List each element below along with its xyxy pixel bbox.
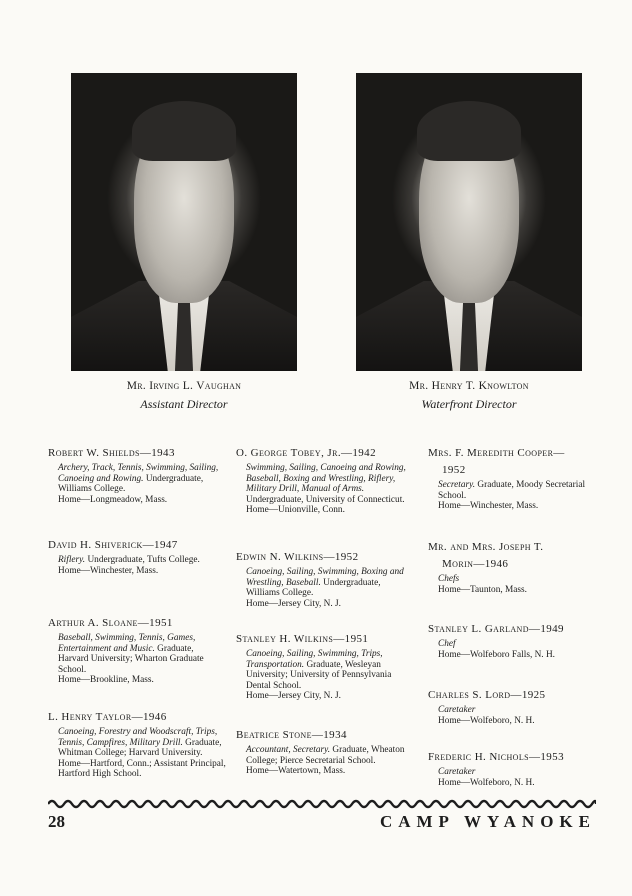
staff-body bbox=[428, 574, 606, 595]
page-number: 28 bbox=[48, 812, 65, 831]
staff-body bbox=[48, 633, 226, 686]
staff-entry bbox=[236, 446, 414, 516]
staff-body bbox=[236, 649, 414, 702]
staff-duties: Caretaker bbox=[438, 705, 476, 715]
staff-entry bbox=[428, 540, 606, 595]
staff-body bbox=[428, 705, 606, 726]
staff-name: Edwin N. Wilkins—1952 bbox=[236, 551, 359, 563]
staff-body bbox=[48, 555, 226, 576]
staff-name: Arthur A. Sloane—1951 bbox=[48, 617, 173, 629]
staff-entry bbox=[428, 750, 606, 788]
staff-duties: Canoeing, Sailing, Swimming, Boxing and Wrestling, Baseball. bbox=[246, 567, 404, 588]
staff-body bbox=[236, 567, 414, 609]
portrait-photo-knowlton bbox=[356, 73, 582, 371]
staff-duties: Canoeing, Forestry and Woodscraft, Trips, Tennis, Campfires, Military Drill. bbox=[58, 727, 218, 748]
staff-duties: Baseball, Swimming, Tennis, Games, Entertainment and Music. bbox=[58, 633, 196, 654]
staff-home: Home—Brookline, Mass. bbox=[58, 675, 154, 686]
staff-duties: Secretary. bbox=[438, 480, 476, 490]
photo-caption-left bbox=[71, 377, 297, 413]
staff-body bbox=[428, 480, 606, 512]
staff-entry bbox=[236, 632, 414, 702]
staff-name: Stanley H. Wilkins—1951 bbox=[236, 633, 369, 645]
caption-role: Waterfront Director bbox=[421, 397, 517, 411]
staff-entry bbox=[428, 688, 606, 726]
staff-education: Graduate, Harvard University; Wharton Graduate School. bbox=[58, 643, 204, 675]
portrait-photo-vaughan bbox=[71, 73, 297, 371]
staff-name: Mrs. F. Meredith Cooper— bbox=[428, 447, 565, 459]
staff-education: Graduate, Wesleyan University; University of Pennsylvania Dental School. bbox=[246, 659, 392, 691]
photo-caption-right bbox=[356, 377, 582, 413]
staff-name: Beatrice Stone—1934 bbox=[236, 729, 347, 741]
caption-name: Mr. Henry T. Knowlton bbox=[409, 380, 529, 392]
staff-entry bbox=[48, 710, 226, 780]
staff-name: Mr. and Mrs. Joseph T. bbox=[428, 541, 544, 553]
staff-home: Home—Taunton, Mass. bbox=[438, 584, 527, 595]
staff-home: Home—Wolfeboro Falls, N. H. bbox=[438, 649, 555, 660]
staff-entry bbox=[428, 622, 606, 660]
staff-body bbox=[236, 745, 414, 777]
staff-entry bbox=[48, 538, 226, 576]
staff-home: Home—Watertown, Mass. bbox=[246, 766, 346, 777]
staff-home: Home—Jersey City, N. J. bbox=[246, 691, 341, 702]
staff-education: Graduate, Whitman College; Harvard University. bbox=[58, 737, 222, 759]
photo-hair bbox=[417, 101, 521, 161]
staff-duties: Archery, Track, Tennis, Swimming, Sailing, Canoeing and Rowing. bbox=[58, 463, 219, 484]
staff-name: Charles S. Lord—1925 bbox=[428, 689, 546, 701]
staff-education: Undergraduate, Williams College. bbox=[246, 577, 381, 599]
staff-entry bbox=[236, 728, 414, 777]
staff-home: Home—Jersey City, N. J. bbox=[246, 598, 341, 609]
staff-education: Undergraduate, Tufts College. bbox=[87, 555, 200, 565]
staff-entry bbox=[236, 550, 414, 609]
photo-hair bbox=[132, 101, 236, 161]
staff-body bbox=[428, 767, 606, 788]
wave-divider bbox=[48, 798, 596, 810]
staff-body bbox=[428, 639, 606, 660]
staff-duties: Swimming, Sailing, Canoeing and Rowing, Baseball, Boxing and Wrestling, Riflery, Military Drill, Manual of Arms. bbox=[246, 463, 406, 495]
staff-duties: Canoeing, Sailing, Swimming, Trips, Transportation. bbox=[246, 649, 383, 670]
staff-body bbox=[48, 463, 226, 505]
staff-body bbox=[236, 463, 414, 516]
staff-duties: Riflery. bbox=[58, 555, 86, 565]
staff-entry bbox=[48, 446, 226, 505]
staff-name-continued: Morin—1946 bbox=[442, 558, 509, 570]
staff-entry bbox=[428, 446, 606, 512]
camp-name: CAMP WYANOKE bbox=[379, 812, 596, 831]
staff-name-continued: 1952 bbox=[442, 464, 466, 476]
staff-entry bbox=[48, 616, 226, 686]
staff-duties: Caretaker bbox=[438, 767, 476, 777]
staff-name: L. Henry Taylor—1946 bbox=[48, 711, 167, 723]
staff-duties: Accountant, Secretary. bbox=[246, 745, 331, 755]
staff-home: Home—Winchester, Mass. bbox=[438, 501, 539, 512]
staff-home: Home—Wolfeboro, N. H. bbox=[438, 777, 535, 788]
staff-home: Home—Hartford, Conn.; Assistant Principal, Hartford High School. bbox=[58, 758, 226, 780]
staff-name: Stanley L. Garland—1949 bbox=[428, 623, 564, 635]
staff-home: Home—Wolfeboro, N. H. bbox=[438, 715, 535, 726]
staff-body bbox=[48, 727, 226, 780]
staff-education: Graduate, Moody Secretarial School. bbox=[438, 480, 586, 501]
staff-home: Home—Winchester, Mass. bbox=[58, 565, 159, 576]
staff-education: Graduate, Wheaton College; Pierce Secretarial School. bbox=[246, 745, 405, 766]
staff-home: Home—Unionville, Conn. bbox=[246, 505, 345, 516]
staff-home: Home—Longmeadow, Mass. bbox=[58, 494, 168, 505]
staff-education: Undergraduate, University of Connecticut. bbox=[246, 494, 405, 505]
staff-name: David H. Shiverick—1947 bbox=[48, 539, 178, 551]
staff-name: Frederic H. Nichols—1953 bbox=[428, 751, 564, 763]
staff-duties: Chefs bbox=[438, 574, 460, 584]
staff-name: Robert W. Shields—1943 bbox=[48, 447, 175, 459]
staff-education: Undergraduate, Williams College. bbox=[58, 473, 204, 495]
caption-role: Assistant Director bbox=[140, 397, 228, 411]
staff-duties: Chef bbox=[438, 639, 456, 649]
staff-name: O. George Tobey, Jr.—1942 bbox=[236, 447, 376, 459]
caption-name: Mr. Irving L. Vaughan bbox=[126, 380, 242, 392]
